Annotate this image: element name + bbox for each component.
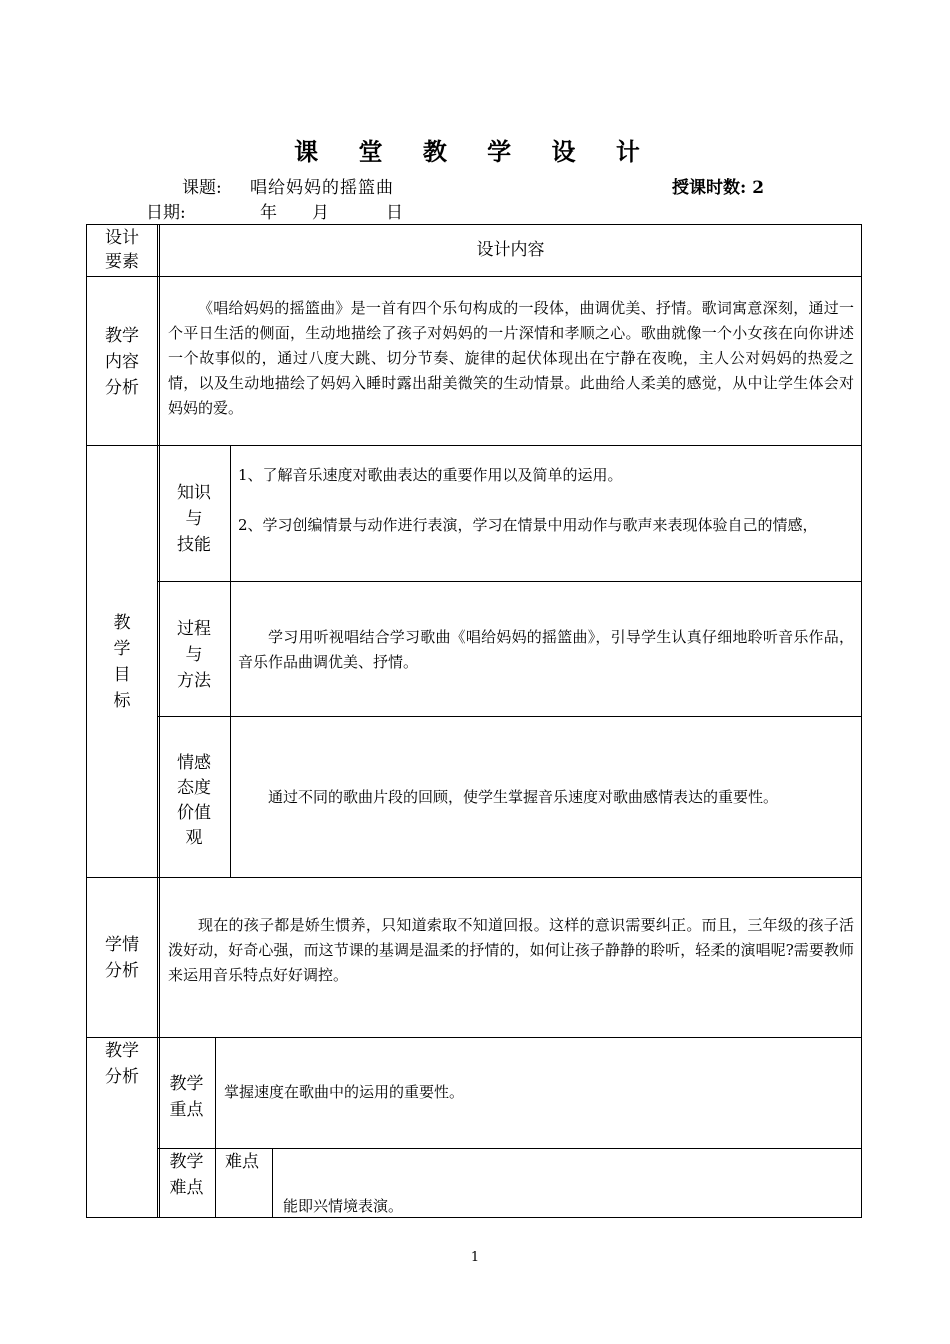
teaching-analysis-label: 教学 分析: [105, 1041, 139, 1087]
design-content-header: 设计内容: [476, 240, 545, 260]
key-point-text: 掌握速度在歌曲中的运用的重要性。: [224, 1083, 465, 1101]
content-analysis-label: 教学 内容 分析: [105, 326, 139, 398]
table-border-right: [861, 224, 862, 1218]
date-day-label: 日: [386, 203, 403, 223]
page-title: 课 堂 教 学 设 计: [294, 137, 656, 166]
row-divider: [86, 1037, 862, 1038]
emotion-values-text: 通过不同的歌曲片段的回顾，使学生掌握音乐速度对歌曲感情表达的重要性。: [268, 788, 779, 806]
difficulty-divider: [272, 1148, 273, 1218]
emotion-values-label: 情感 态度 价值 观: [177, 753, 211, 848]
difficulty-label: 教学 难点: [169, 1152, 204, 1198]
column-divider-inner: [159, 224, 160, 1218]
date-month-label: 月: [312, 203, 329, 223]
class-hours: 授课时数: 2: [672, 178, 765, 198]
column-divider: [157, 224, 158, 1218]
date-year-label: 年: [260, 203, 277, 223]
topic-value: 唱给妈妈的摇篮曲: [250, 178, 394, 198]
objectives-label: 教 学 目 标: [113, 613, 131, 711]
student-analysis-label: 学情 分析: [105, 935, 139, 981]
difficulty-text: 能即兴情境表演。: [283, 1197, 404, 1215]
key-point-label: 教学 重点: [169, 1074, 204, 1120]
process-method-text: 学习用听视唱结合学习歌曲《唱给妈妈的摇篮曲》，引导学生认真仔细地聆听音乐作品，音乐作品曲调优美、抒情。: [238, 628, 854, 671]
objectives-row-divider: [157, 581, 862, 582]
row-divider: [86, 877, 862, 878]
knowledge-skills-label: 知识 与 技能: [177, 483, 211, 555]
topic-label: 课题:: [182, 178, 222, 198]
difficulty-sub-label: 难点: [225, 1152, 259, 1172]
knowledge-item-1: 1、了解音乐速度对歌曲表达的重要作用以及简单的运用。: [238, 466, 623, 484]
date-label: 日期:: [146, 203, 186, 223]
design-elements-header: 设计 要素: [105, 228, 139, 272]
knowledge-item-2: 2、学习创编情景与动作进行表演，学习在情景中用动作与歌声来表现体验自己的情感，: [238, 516, 818, 534]
row-divider: [86, 276, 862, 277]
row-divider: [86, 445, 862, 446]
student-analysis-text: 现在的孩子都是娇生惯养，只知道索取不知道回报。这样的意识需要纠正。而且，三年级的孩子活泼好动，好奇心强，而这节课的基调是温柔的抒情的，如何让孩子静静的聆听，轻柔的演唱呢?需要教师来运用音乐特点好好调控。: [168, 916, 854, 984]
content-analysis-text: 《唱给妈妈的摇篮曲》是一首有四个乐句构成的一段体，曲调优美、抒情。歌词寓意深刻，通过一个平日生活的侧面，生动地描绘了孩子对妈妈的一片深情和孝顺之心。歌曲就像一个小女孩在向你讲述一个故事似的，通过八度大跳、切分节奏、旋律的起伏体现出在宁静在夜晚，主人公对妈妈的热爱之情，以及生动地描绘了妈妈入睡时露出甜美微笑的生动情景。此曲给人柔美的感觉，从中让学生体会对妈妈的爱。: [168, 299, 854, 417]
objectives-row-divider: [157, 716, 862, 717]
page-number: 1: [470, 1250, 480, 1265]
analysis-divider: [215, 1037, 216, 1217]
objectives-divider: [230, 445, 231, 877]
process-method-label: 过程 与 方法: [177, 619, 211, 691]
table-border-top: [86, 224, 862, 225]
